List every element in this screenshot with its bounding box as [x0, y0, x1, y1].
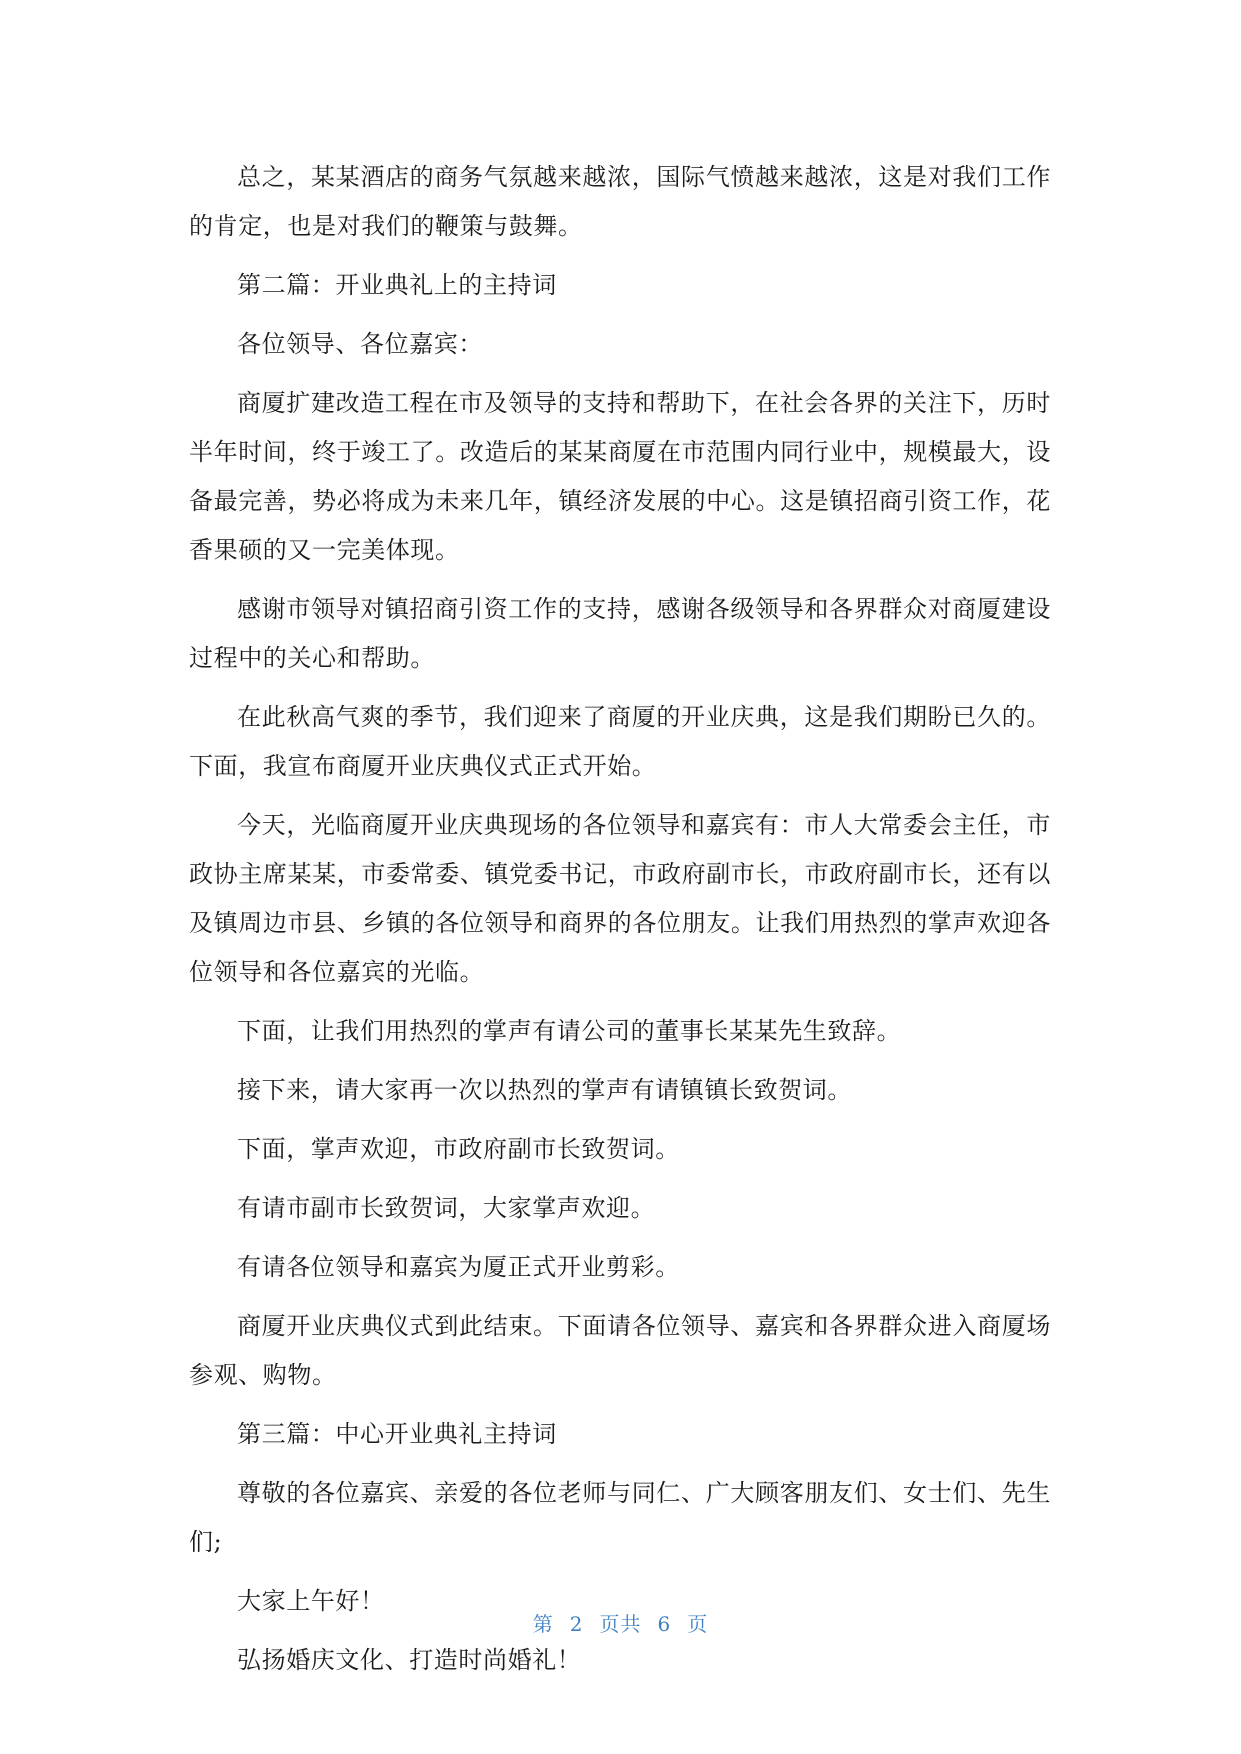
footer-suffix: 页: [687, 1612, 709, 1636]
current-page-number: 2: [569, 1612, 584, 1636]
page-footer: [0, 1608, 1241, 1637]
paragraph: 有请各位领导和嘉宾为厦正式开业剪彩。: [237, 1253, 680, 1281]
paragraph: 商厦开业庆典仪式到此结束。下面请各位领导、嘉宾和各界群众进入商厦场参观、购物。: [189, 1312, 1051, 1389]
footer-middle: 页共: [599, 1612, 642, 1636]
section-heading: 第三篇：中心开业典礼主持词: [237, 1420, 557, 1448]
paragraph: 今天，光临商厦开业庆典现场的各位领导和嘉宾有：市人大常委会主任，市政协主席某某，市委常委、镇党委书记，市政府副市长，市政府副市长，还有以及镇周边市县、乡镇的各位领导和商界的各位朋友。让我们用热烈的掌声欢迎各位领导和各位嘉宾的光临。: [189, 811, 1051, 986]
paragraph: 下面，掌声欢迎，市政府副市长致贺词。: [237, 1135, 680, 1163]
salutation: 尊敬的各位嘉宾、亲爱的各位老师与同仁、广大顾客朋友们、女士们、先生们;: [189, 1479, 1051, 1556]
paragraph: 弘扬婚庆文化、打造时尚婚礼！: [237, 1646, 582, 1674]
paragraph: 总之，某某酒店的商务气氛越来越浓，国际气愤越来越浓，这是对我们工作的肯定，也是对我们的鞭策与鼓舞。: [189, 163, 1051, 240]
total-page-number: 6: [657, 1612, 672, 1636]
footer-prefix: 第: [532, 1612, 554, 1636]
paragraph: 感谢市领导对镇招商引资工作的支持，感谢各级领导和各界群众对商厦建设过程中的关心和帮助。: [189, 595, 1051, 672]
paragraph: 在此秋高气爽的季节，我们迎来了商厦的开业庆典，这是我们期盼已久的。下面，我宣布商厦开业庆典仪式正式开始。: [189, 703, 1051, 780]
paragraph: 下面，让我们用热烈的掌声有请公司的董事长某某先生致辞。: [237, 1017, 902, 1045]
paragraph: 商厦扩建改造工程在市及领导的支持和帮助下，在社会各界的关注下，历时半年时间，终于竣工了。改造后的某某商厦在市范围内同行业中，规模最大，设备最完善，势必将成为未来几年，镇经济发展的中心。这是镇招商引资工作，花香果硕的又一完美体现。: [189, 389, 1051, 564]
salutation: 各位领导、各位嘉宾：: [237, 330, 483, 358]
paragraph: 有请市副市长致贺词，大家掌声欢迎。: [237, 1194, 656, 1222]
paragraph: 大家上午好！: [237, 1587, 385, 1615]
document-body: [189, 153, 1051, 1695]
section-heading: 第二篇：开业典礼上的主持词: [237, 271, 557, 299]
paragraph: 接下来，请大家再一次以热烈的掌声有请镇镇长致贺词。: [237, 1076, 852, 1104]
